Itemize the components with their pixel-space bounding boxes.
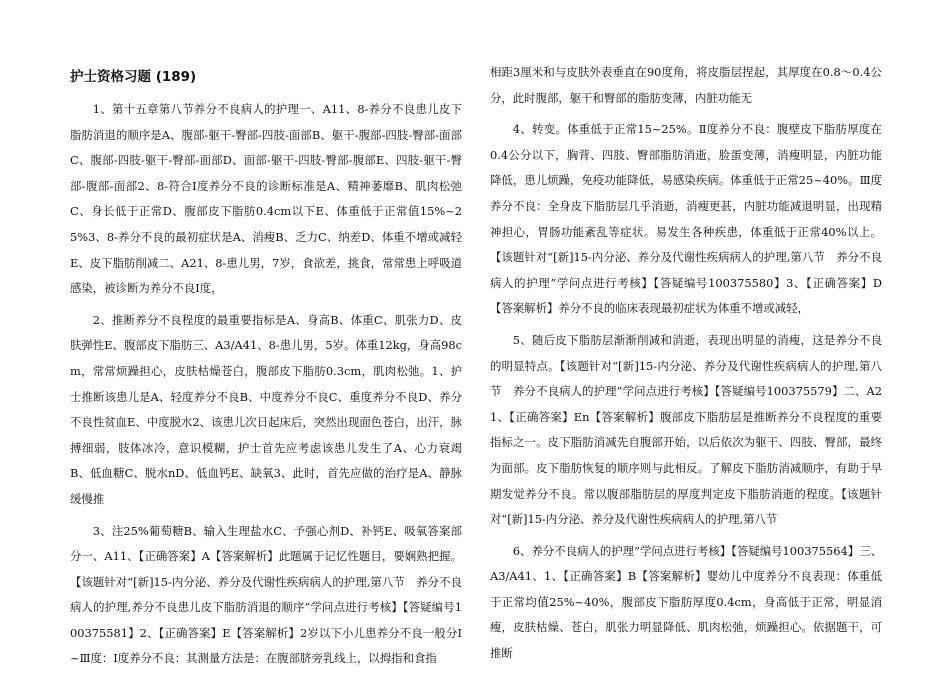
paragraph: 5、随后皮下脂肪层渐渐削减和消逝，表现出明显的消瘦，这是养分不良的明显特点。【该题针对“[新]15-内分泌、养分及代谢性疾病病人的护理,第八节 养分不良病人的护理”学问点进行考核】【答疑编号100375579】二、A21、【正确答案】En【答案解析】腹部皮下脂肪层是推断养分不良程度的重要指标之一。皮下脂肪消减先自腹部开始，以后依次为躯干、四肢、臀部，最终为面部。皮下脂肪恢复的顺序则与此相反。了解皮下脂肪消减顺序，有助于早期发觉养分不良。常以腹部脂肪层的厚度判定皮下脂肪消逝的程度。【该题针对“[新]15-内分泌、养分及代谢性疾病病人的护理,第八节 [490, 332, 882, 527]
paragraph: 1、第十五章第八节养分不良病人的护理一、A11、8-养分不良患儿皮下脂肪消退的顺序是A、腹部-躯干-臀部-四肢-面部B、躯干-腹部-四肢-臀部-面部C、腹部-四肢-躯干-臀部-面部D、面部-躯干-四肢-臀部-腹部E、四肢-躯干-臀部-腹部-面部2、8-符合Ⅰ度养分不良的诊断标准是A、精神萎靡B、肌肉松弛C、身长低于正常D、腹部皮下脂肪0.4cm以下E、体重低于正常值15%~25%3、8-养分不良的最初症状是A、消瘦B、乏力C、纳差D、体重不增或减轻E、皮下脂肪削减二、A21、8-患儿男，7岁，食欲差，挑食，常常患上呼吸道感染，被诊断为养分不良Ⅰ度， [70, 102, 462, 296]
paragraph: 2、推断养分不良程度的最重要指标是A、身高B、体重C、肌张力D、皮肤弹性E、腹部皮下脂肪三、A3/A41、8-患儿男，5岁。体重12kg，身高98cm，常常烦躁担心，皮肤枯燥苍白，腹部皮下脂肪0.3cm，肌肉松弛。1、护士推断该患儿是A、轻度养分不良B、中度养分不良C、重度养分不良D、养分不良性贫血E、中度脱水2、该患儿次日起床后，突然出现面色苍白，出汗，脉搏细弱，肢体冰冷，意识模糊，护士首先应考虑该患儿发生了A、心力衰竭B、低血糖C、脱水nD、低血钙E、缺氧3、此时，首先应做的治疗是A、静脉缓慢推 [70, 312, 462, 506]
document-title: 护士资格习题 (189) [70, 69, 197, 85]
left-column [70, 60, 462, 678]
right-column [490, 60, 882, 673]
paragraph: 6、养分不良病人的护理”学问点进行考核】【答疑编号100375564】三、A3/A41、1、【正确答案】B【答案解析】婴幼儿中度养分不良表现：体重低于正常均值25%~40%，腹部皮下脂肪厚度0.4cm，身高低于正常，明显消瘦，皮肤枯燥、苍白，肌张力明显降低、肌肉松弛，烦躁担心。依据题干，可推断 [490, 543, 882, 661]
left-column-body [70, 97, 462, 672]
paragraph: 3、注25%葡萄糖B、输入生理盐水C、予强心剂D、补钙E、吸氧答案部分一、A11、【正确答案】A【答案解析】此题属于记忆性题目，要娴熟把握。【该题针对“[新]15-内分泌、养分及代谢性疾病病人的护理,第八节 养分不良病人的护理,养分不良患儿皮下脂肪消退的顺序”学问点进行考核】【答疑编号100375581】2、【正确答案】E【答案解析】2岁以下小儿患养分不良一般分Ⅰ~Ⅲ度：Ⅰ度养分不良：其测量方法是：在腹部脐旁乳线上，以拇指和食指 [70, 523, 462, 666]
right-column-body [490, 60, 882, 667]
paragraph: 4、转变。体重低于正常15~25%。Ⅱ度养分不良：腹壁皮下脂肪厚度在0.4公分以下，胸背、四肢、臀部脂肪消逝，脸蛋变薄，消瘦明显，内脏功能降低，患儿烦躁，免疫功能降低，易感染疾病。体重低于正常25~40%。Ⅲ度养分不良：全身皮下脂肪层几乎消逝，消瘦更甚，内脏功能减退明显，出现精神担心，胃肠功能紊乱等症状。易发生各种疾患，体重低于正常40%以上。【该题针对“[新]15-内分泌、养分及代谢性疾病病人的护理,第八节 养分不良病人的护理”学问点进行考核】【答疑编号100375580】3、【正确答案】D【答案解析】养分不良的临床表现最初症状为体重不增或减轻， [490, 122, 882, 316]
paragraph: 相距3厘米和与皮肤外表垂直在90度角，将皮脂层捏起，其厚度在0.8～0.4公分，此时腹部，躯干和臀部的脂肪变薄，内脏功能无 [490, 65, 882, 105]
